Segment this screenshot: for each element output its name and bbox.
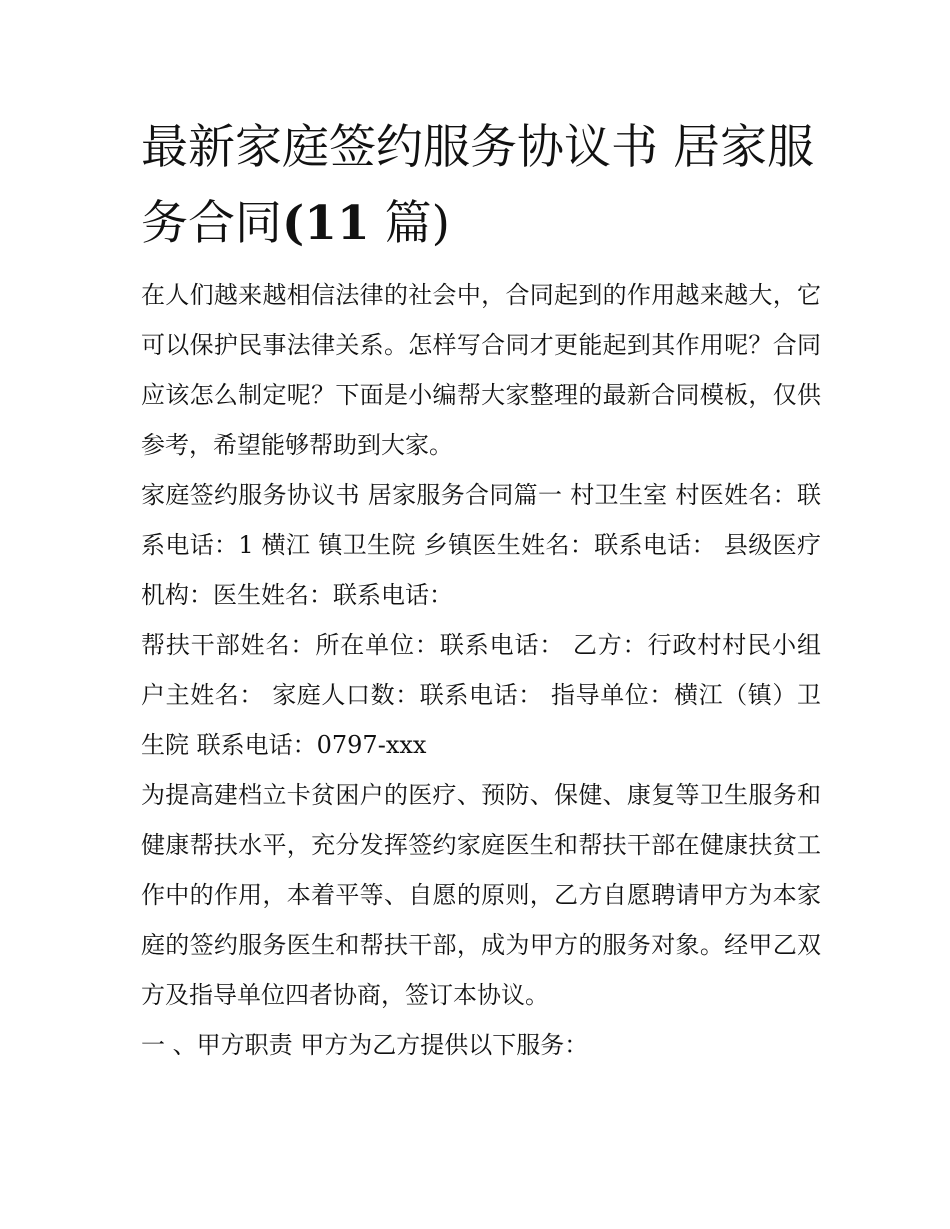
section-heading-party-a-duties: 一 、甲方职责 甲方为乙方提供以下服务：	[141, 1031, 589, 1059]
document-body	[141, 110, 821, 1070]
contact-paragraph-doctors: 家庭签约服务协议书 居家服务合同篇一 村卫生室 村医姓名：联系电话：1 横江 镇卫生院 乡镇医生姓名：联系电话： 县级医疗机构：医生姓名：联系电话：	[141, 481, 821, 609]
intro-paragraph: 在人们越来越相信法律的社会中，合同起到的作用越来越大，它可以保护民事法律关系。怎样写合同才更能起到其作用呢？合同应该怎么制定呢？下面是小编帮大家整理的最新合同模板，仅供参考，希望能够帮助到大家。	[141, 281, 821, 459]
contact-paragraph-helpers: 帮扶干部姓名：所在单位：联系电话： 乙方：行政村村民小组 户主姓名： 家庭人口数：联系电话： 指导单位：横江（镇）卫生院 联系电话：0797-xxx	[141, 631, 821, 759]
purpose-paragraph: 为提高建档立卡贫困户的医疗、预防、保健、康复等卫生服务和健康帮扶水平，充分发挥签约家庭医生和帮扶干部在健康扶贫工作中的作用，本着平等、自愿的原则，乙方自愿聘请甲方为本家庭的签约服务医生和帮扶干部，成为甲方的服务对象。经甲乙双方及指导单位四者协商，签订本协议。	[141, 781, 821, 1009]
title-count: (11	[282, 196, 370, 251]
title-suffix: 篇)	[384, 196, 450, 251]
document-title	[141, 110, 821, 262]
title-main-text: 最新家庭签约服务协议书 居家服务合同	[141, 120, 814, 251]
